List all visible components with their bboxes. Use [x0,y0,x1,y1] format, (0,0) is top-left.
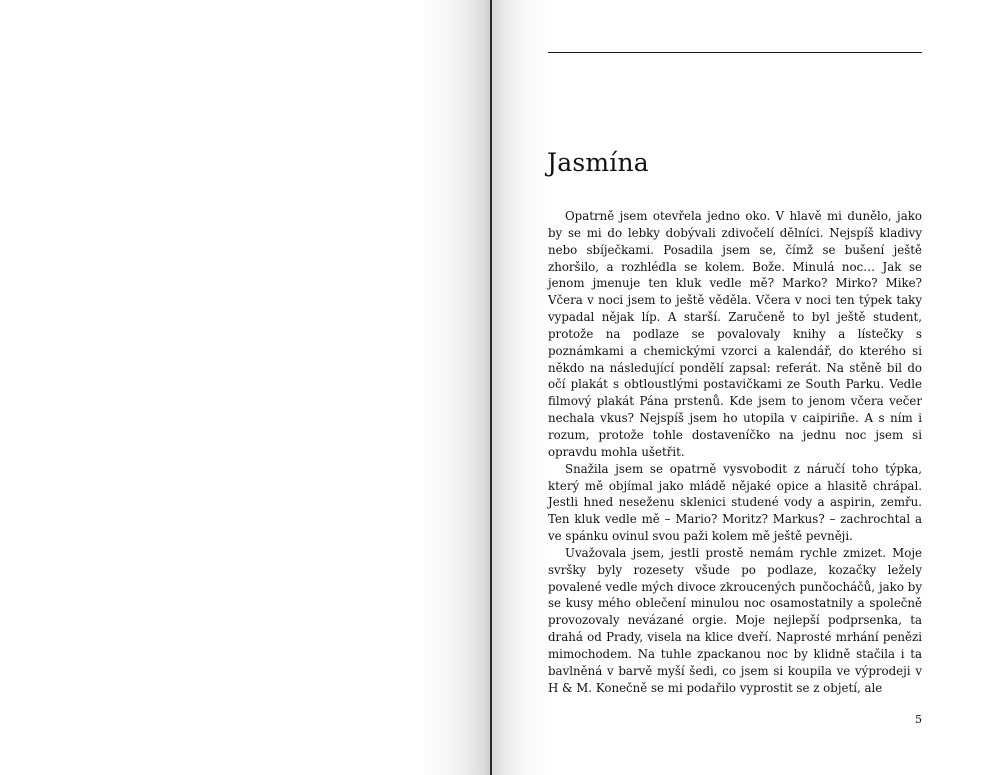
body-text [548,208,922,696]
paragraph-1: Opatrně jsem otevřela jedno oko. V hlavě mi dunělo, jako by se mi do lebky dobývali zdivočelí dělníci. Nejspíš kladivy nebo sbíječkami. Posadila jsem se, čímž se bušení ještě zhoršilo, a rozhlédla se kolem. Bože. Minulá noc… Jak se jenom jmenuje ten kluk vedle mě? Marko? Mirko? Mike? Včera v noci jsem to ještě věděla. Včera v noci ten týpek taky vypadal nějak líp. A starší. Zaručeně to byl ještě student, protože na podlaze se povalovaly knihy a lístečky s poznámkami a chemickými vzorci a kalendář, do kterého si někdo na následující pondělí zapsal: referát. Na stěně bil do očí plakát s obtloustlými postavičkami ze South Parku. Vedle filmový plakát Pána prstenů. Kde jsem to jenom včera večer nechala vkus? Nejspíš jsem ho utopila v caipiriñe. A s ním i rozum, protože tohle dostaveníčko na jednu noc jsem si opravdu mohla ušetřit. [548,209,922,459]
page-number: 5 [915,713,922,726]
chapter-title: Jasmína [547,148,649,177]
paragraph-2: Snažila jsem se opatrně vysvobodit z náručí toho týpka, který mě objímal jako mládě nějaké opice a hlasitě chrápal. Jestli hned neseženu sklenici studené vody a aspirin, zemřu. Ten kluk vedle mě – Mario? Moritz? Markus? – zachrochtal a ve spánku ovinul svou paži kolem mě ještě pevněji. [548,461,922,544]
header-rule [548,52,922,53]
paragraph-3: Uvažovala jsem, jestli prostě nemám rychle zmizet. Moje svršky byly rozesety všude po podlaze, kozačky ležely povalené vedle mých divoce zkroucených punčocháčů, jako by se kusy mého oblečení minulou noc osamostatnily a společně provozovaly nevázané orgie. Moje nejlepší podprsenka, ta drahá od Prady, visela na klice dveří. Naprosté mrhání penězi mimochodem. Na tuhle zpackanou noc by klidně stačila i ta bavlněná v barvě myší šedi, co jsem si koupila ve výprodeji v H & M. Konečně se mi podařilo vyprostit se z objetí, ale [548,545,922,695]
left-page-blank [0,0,491,775]
